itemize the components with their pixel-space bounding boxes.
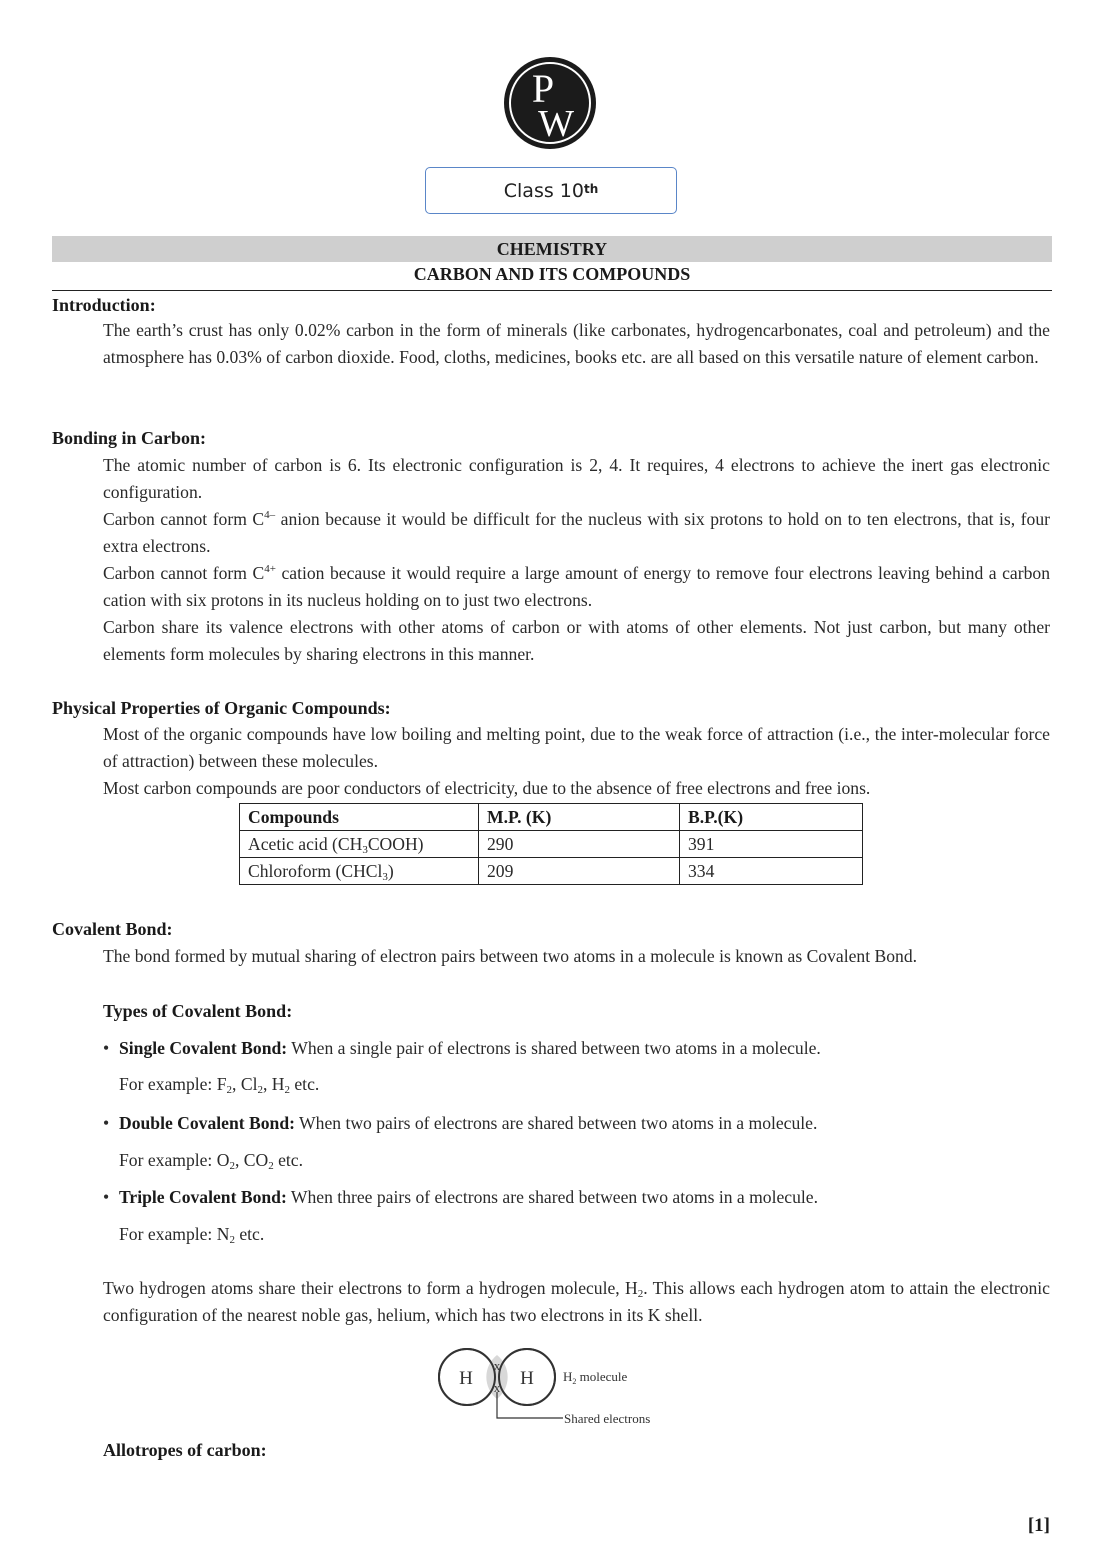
covalent-definition: The bond formed by mutual sharing of electron pairs between two atoms in a molecule is known as Covalent Bond. xyxy=(103,946,918,966)
hydrogen-paragraph: Two hydrogen atoms share their electrons to form a hydrogen molecule, $H_2$. This allows each hydrogen atom to attain the electronic configuration of the nearest noble gas, helium, which has two electrons in its K shell. xyxy=(103,1278,1050,1325)
triple-bond-example: For example: $N_2$ etc. xyxy=(119,1224,265,1246)
table-header: B.P.(K) xyxy=(680,804,863,831)
class-suffix: th xyxy=(583,181,599,196)
single-bond-example: For example: $F_2$, $Cl_2$, $H_2$ etc. xyxy=(119,1074,320,1096)
bonding-paragraph-3: Carbon cannot form $C^{4+}$ cation because it would require a large amount of energy to remove four electrons leaving behind a carbon cation with six protons in its nucleus holding on to just two electrons. xyxy=(103,563,1050,610)
table-row xyxy=(240,858,863,885)
double-bond-example: For example: $O_2$, $CO_2$ etc. xyxy=(119,1150,304,1172)
svg-text:P: P xyxy=(531,66,555,111)
table-cell: 290 xyxy=(479,831,680,858)
table-header: M.P. (K) xyxy=(479,804,680,831)
atom-label-right: H xyxy=(520,1368,534,1389)
bonding-paragraph-2: Carbon cannot form $C^{4-}$ anion because it would be difficult for the nucleus with six protons to hold on to ten electrons, that is, four extra electrons. xyxy=(103,509,1050,556)
table-header: Compounds xyxy=(240,804,479,831)
page-number: [1] xyxy=(1027,1515,1050,1536)
table-cell: 391 xyxy=(680,831,863,858)
table-cell: 209 xyxy=(479,858,680,885)
physical-paragraph-1: Most of the organic compounds have low boiling and melting point, due to the weak force of attraction (i.e., the inter-molecular force of attraction) between these molecules. xyxy=(103,724,1050,771)
electron-mark-top: x xyxy=(493,1358,501,1373)
molecule-label: $H_2$ molecule xyxy=(563,1369,628,1386)
intro-paragraph: The earth’s crust has only 0.02% carbon in the form of minerals (like carbonates, hydrogencarbonates, coal and petroleum) and the atmosphere has 0.03% of carbon dioxide. Food, cloths, medicines, books etc. are all based on this versatile nature of element carbon. xyxy=(103,320,1050,367)
shared-electrons-label: Shared electrons xyxy=(564,1411,651,1426)
svg-text:W: W xyxy=(538,103,574,145)
bonding-paragraph-1: The atomic number of carbon is 6. Its electronic configuration is 2, 4. It requires, 4 electrons to achieve the inert gas electronic configuration. xyxy=(103,455,1050,502)
types-heading: Types of Covalent Bond: xyxy=(103,1001,293,1021)
electron-mark-bottom: x xyxy=(493,1380,501,1395)
properties-table xyxy=(239,803,863,885)
bullet-double-bond: • Double Covalent Bond: When two pairs of electrons are shared between two atoms in a molecule. xyxy=(103,1113,818,1133)
allotropes-heading: Allotropes of carbon: xyxy=(103,1440,267,1460)
class-label: Class 10 xyxy=(503,179,584,202)
subject-title: CHEMISTRY xyxy=(52,236,1052,262)
bonding-heading: Bonding in Carbon: xyxy=(52,428,207,448)
physical-heading: Physical Properties of Organic Compounds: xyxy=(52,698,391,718)
class-badge xyxy=(425,167,677,214)
table-cell: Chloroform (CHCl$_3$) xyxy=(240,858,479,885)
table-cell: Acetic acid $(CH_3COOH)$ xyxy=(240,831,479,858)
covalent-heading: Covalent Bond: xyxy=(52,919,173,939)
table-row xyxy=(240,831,863,858)
pw-logo xyxy=(503,56,597,150)
physical-paragraph-2: Most carbon compounds are poor conductors of electricity, due to the absence of free electrons and free ions. xyxy=(103,778,871,798)
chapter-title: CARBON AND ITS COMPOUNDS xyxy=(52,262,1052,291)
bonding-paragraph-4: Carbon share its valence electrons with other atoms of carbon or with atoms of other elements. Not just carbon, but many other elements form molecules by sharing electrons in this manner. xyxy=(103,617,1050,664)
intro-heading: Introduction: xyxy=(52,295,156,315)
table-header-row xyxy=(240,804,863,831)
atom-label-left: H xyxy=(459,1368,473,1389)
bullet-single-bond: • Single Covalent Bond: When a single pair of electrons is shared between two atoms in a molecule. xyxy=(103,1038,821,1058)
hydrogen-molecule-diagram xyxy=(435,1336,705,1436)
bullet-triple-bond: • Triple Covalent Bond: When three pairs of electrons are shared between two atoms in a molecule. xyxy=(103,1187,819,1207)
table-cell: 334 xyxy=(680,858,863,885)
